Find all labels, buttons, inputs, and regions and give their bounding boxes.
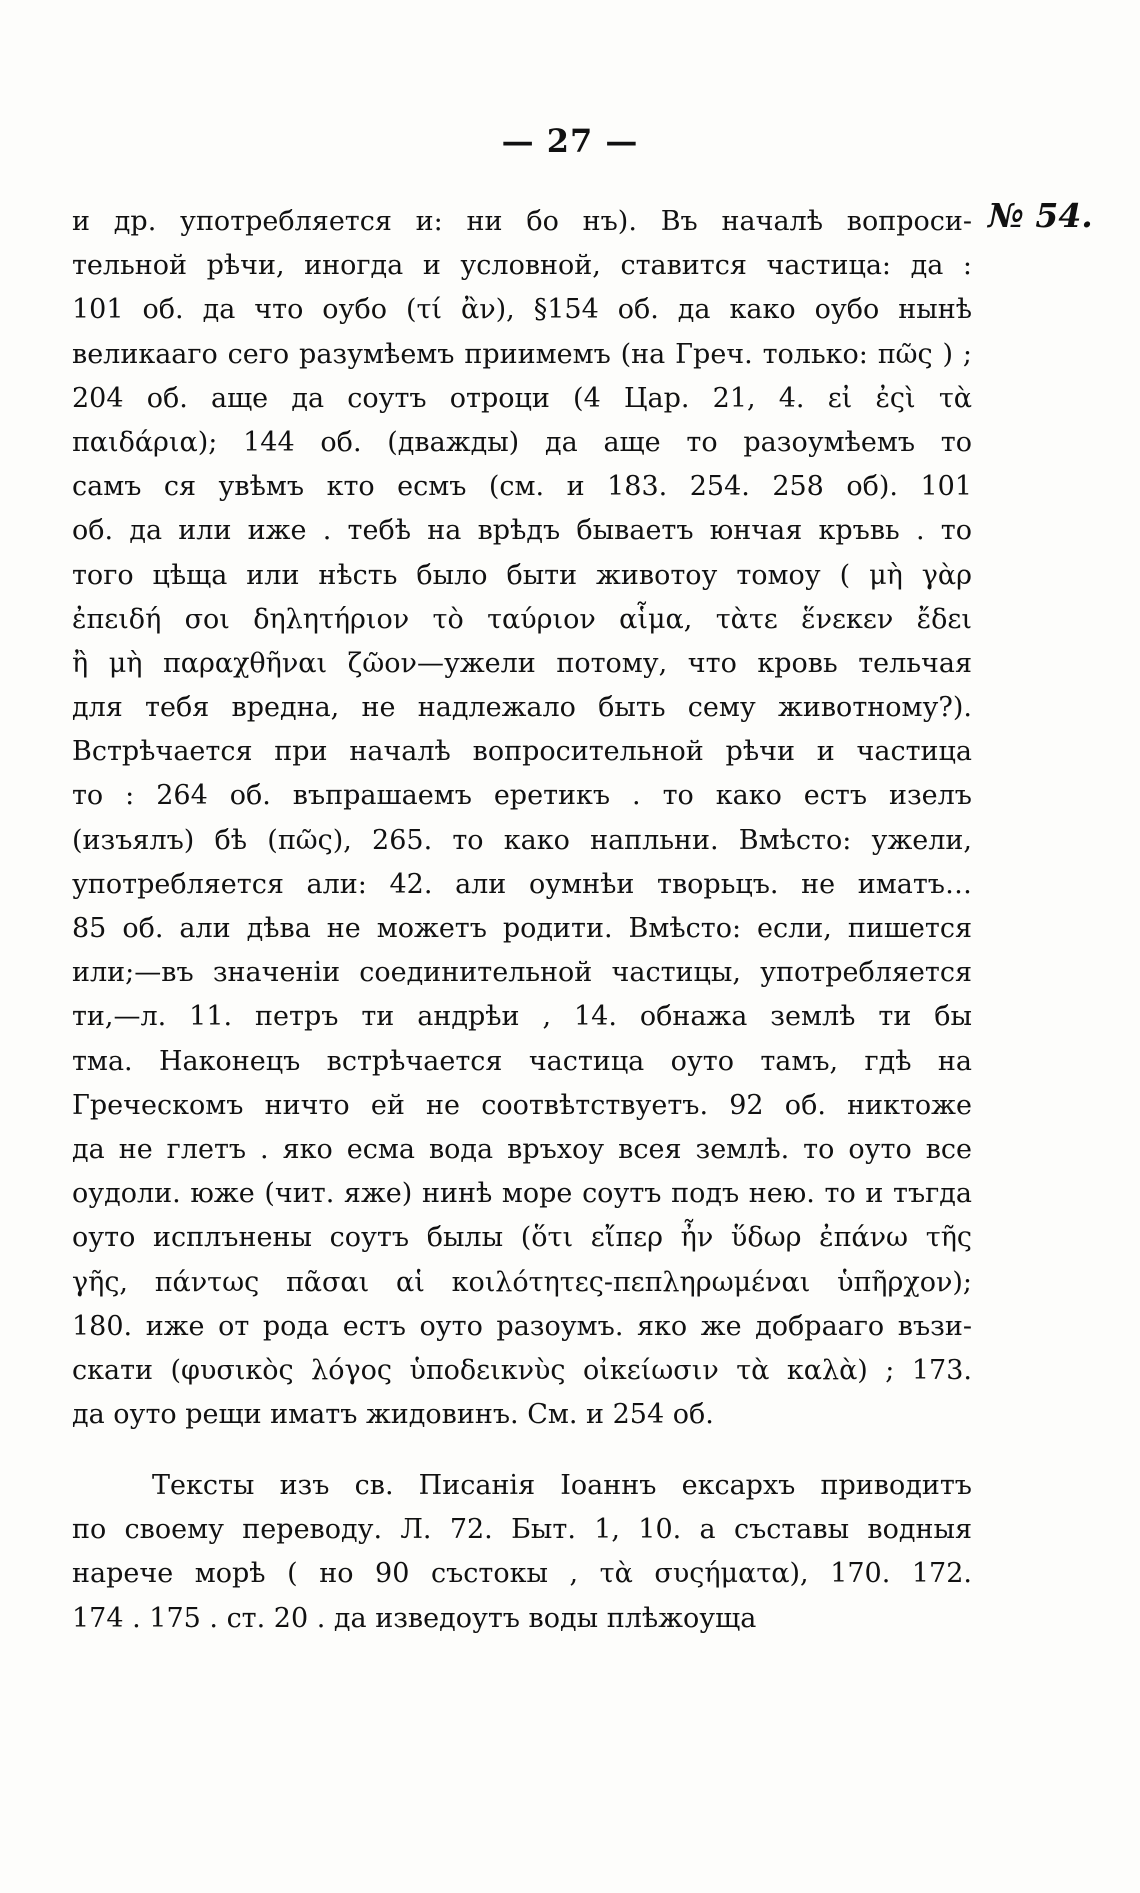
text-line: ἐπειδή σοι δηλητήριον τὸ ταύριον αἷμα, τὰτε ἕνεκεν ἔδει (72, 603, 972, 635)
text-line: Греческомъ ничто ей не соотвѣтствуетъ. 92 об. никтоже (72, 1089, 972, 1121)
text-line: 101 об. да что оубо (τί ἂν), §154 об. да како оубо нынѣ (72, 294, 972, 326)
text-line: того цѣща или нѣсть было быти животоу томоу ( μὴ γὰρ (72, 559, 972, 591)
text-line: тельной рѣчи, иногда и условной, ставится частица: да : (72, 250, 972, 282)
text-line: 180. иже от рода естъ оуто разоумъ. яко же добрааго възи- (72, 1310, 972, 1342)
text-line: ти,—л. 11. петръ ти андрѣи , 14. обнажа землѣ ти бы (72, 1001, 972, 1033)
text-line: по своему переводу. Л. 72. Быт. 1, 10. а съставы водныя (72, 1514, 972, 1546)
text-line: Встрѣчается при началѣ вопросительной рѣчи и частица (72, 736, 972, 768)
text-line: 174 . 175 . ст. 20 . да изведоутъ воды плѣжоуща (72, 1602, 757, 1634)
text-line: (изъялъ) бѣ (πῶς), 265. то како напльни. Вмѣсто: ужели, (72, 824, 972, 856)
text-line: и др. употребляется и: ни бо нъ). Въ началѣ вопроси- (72, 206, 972, 237)
text-line: оудоли. юже (чит. яже) нинѣ море соутъ подъ нею. то и тъгда (72, 1178, 972, 1210)
text-line: великааго сего разумѣемъ приимемъ (на Греч. только: πῶς ) ; (72, 338, 972, 370)
text-line: оуто исплънены соутъ былы (ὅτι εἴπερ ἦν ὕδωρ ἐπάνω τῆς (72, 1222, 972, 1254)
text-line: да оуто рещи иматъ жидовинъ. См. и 254 об. (72, 1399, 714, 1431)
text-line: то : 264 об. въпрашаемъ еретикъ . то како естъ изелъ (72, 780, 972, 812)
text-line: да не глетъ . яко есма вода връхоу всея землѣ. то оуто все (72, 1133, 972, 1165)
text-line: нарече морѣ ( но 90 състокы , τὰ συςήματα), 170. 172. (72, 1558, 972, 1590)
text-line: об. да или иже . тебѣ на врѣдъ бываетъ юнчая кръвь . то (72, 515, 972, 547)
text-line: самъ ся увѣмъ кто есмъ (см. и 183. 254. 258 об). 101 (72, 471, 972, 503)
paragraph-1 (72, 200, 972, 1437)
text-line: παιδάρια); 144 об. (дважды) да аще то разоумѣемъ то (72, 426, 972, 458)
paragraph-2 (72, 1464, 972, 1641)
text-line: γῆς, πάντως πᾶσαι αἱ κοιλότητες-πεπληρωμέναι ὑπῆρχον); (72, 1266, 972, 1298)
text-line: скати (φυσικὸς λόγος ὑποδεικνὺς οἰκείωσιν τὰ καλὰ) ; 173. (72, 1354, 972, 1386)
text-line: тма. Наконецъ встрѣчается частица оуто тамъ, гдѣ на (72, 1045, 972, 1077)
text-line: Тексты изъ св. Писанія Іоаннъ ексархъ приводитъ (152, 1470, 972, 1501)
text-line: для тебя вредна, не надлежало быть сему животному?). (72, 692, 972, 724)
text-line: ἢ μὴ παραχθῆναι ζῶον—ужели потому, что кровь тельчая (72, 647, 972, 679)
text-line: или;—въ значеніи соединительной частицы, употребляется (72, 957, 972, 989)
text-line: 85 об. али дѣва не можетъ родити. Вмѣсто: если, пишется (72, 913, 972, 944)
text-line: 204 об. аще да соутъ отроци (4 Цар. 21, 4. εἰ ἐςὶ τὰ (72, 382, 972, 414)
page-number: — 27 — (501, 122, 639, 160)
margin-note: № 54. (988, 196, 1093, 235)
text-line: употребляется али: 42. али оумнѣи творьцъ. не иматъ… (72, 868, 972, 900)
